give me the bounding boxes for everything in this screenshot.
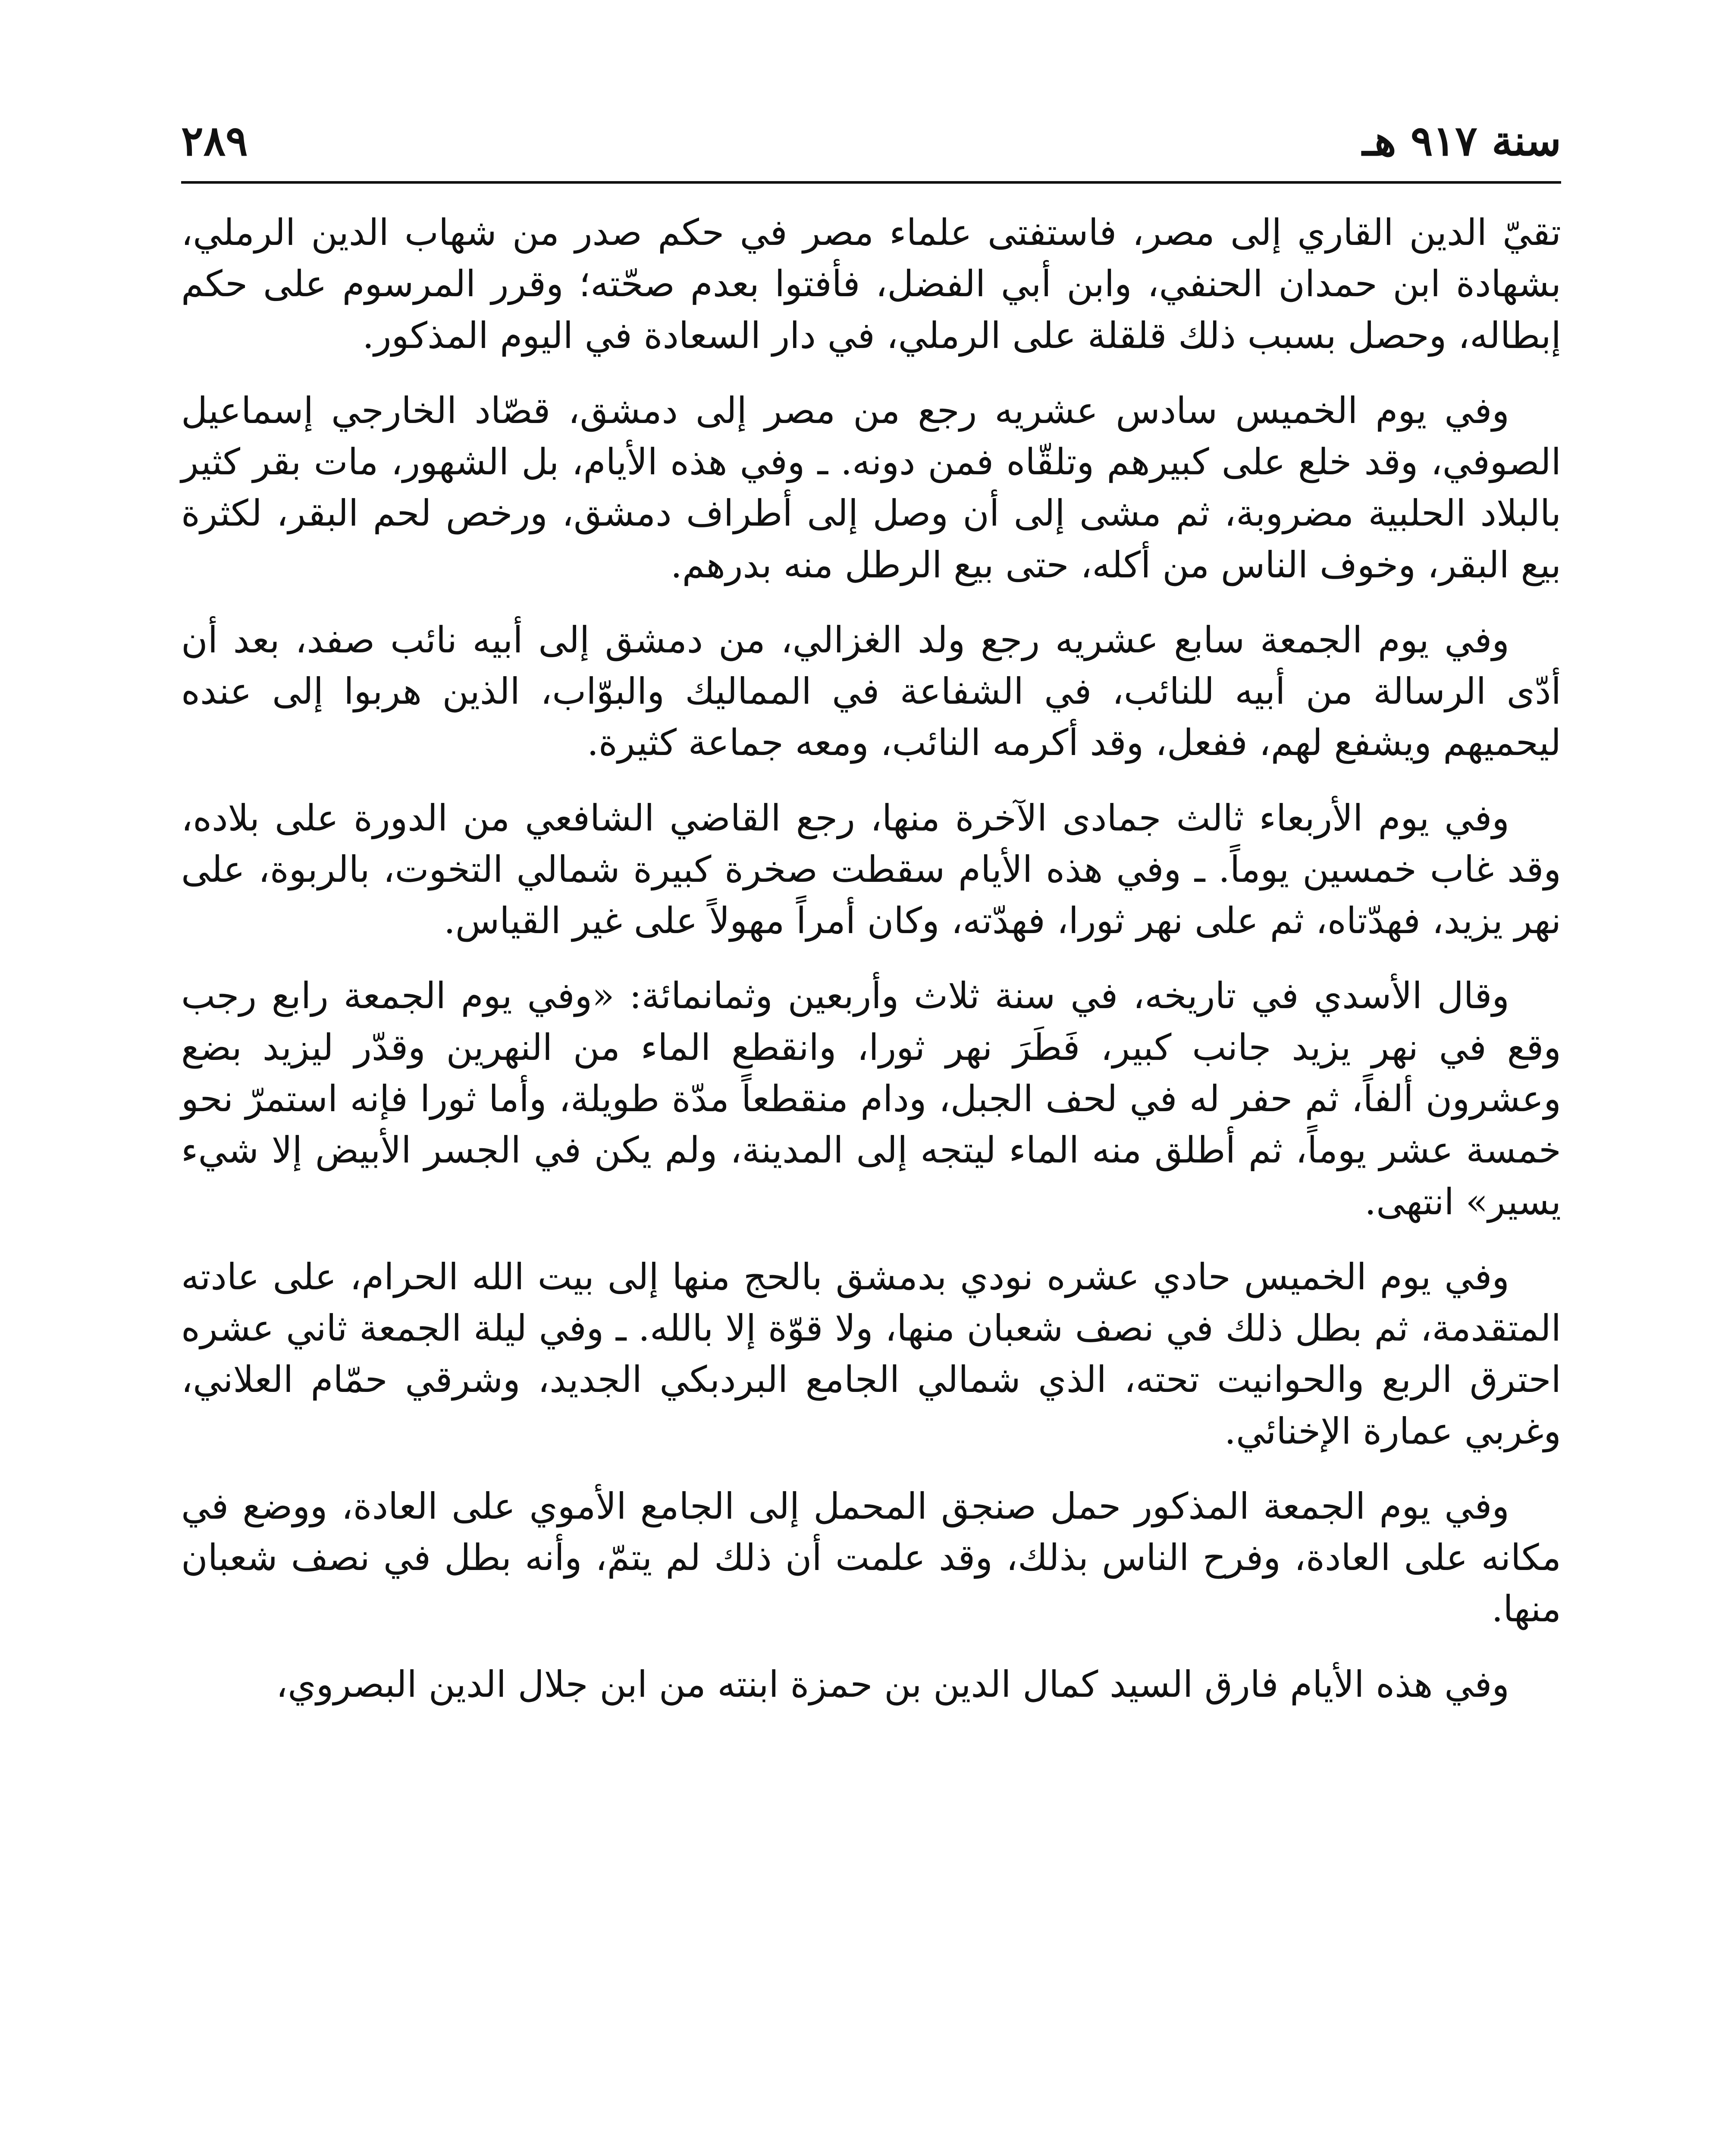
header-year: سنة ٩١٧ هـ: [1362, 116, 1561, 165]
paragraph: وفي يوم الخميس حادي عشره نودي بدمشق بالحج منها إلى بيت الله الحرام، على عادته المتقدمة، ثم بطل ذلك في نصف شعبان منها، ولا قوّة إلا بالله. ـ وفي ليلة الجمعة ثاني عشره احترق الربع والحوانيت تحته، الذي شمالي الجامع البردبكي الجديد، وشرقي حمّام العلاني، وغربي عمارة الإخنائي.: [181, 1255, 1561, 1452]
page-number: ٢٨٩: [181, 116, 248, 165]
page-header: [181, 108, 1561, 172]
paragraph: تقيّ الدين القاري إلى مصر، فاستفتى علماء مصر في حكم صدر من شهاب الدين الرملي، بشهادة ابن حمدان الحنفي، وابن أبي الفضل، فأفتوا بعدم صحّته؛ وقرر المرسوم على حكم إبطاله، وحصل بسبب ذلك قلقلة على الرملي، في دار السعادة في اليوم المذكور.: [181, 211, 1561, 357]
paragraph: وفي يوم الخميس سادس عشريه رجع من مصر إلى دمشق، قصّاد الخارجي إسماعيل الصوفي، وقد خلع على كبيرهم وتلقّاه فمن دونه. ـ وفي هذه الأيام، بل الشهور، مات بقر كثير بالبلاد الحلبية مضروبة، ثم مشى إلى أن وصل إلى أطراف دمشق، ورخص لحم البقر، لكثرة بيع البقر، وخوف الناس من أكله، حتى بيع الرطل منه بدرهم.: [181, 389, 1561, 586]
header-rule: [181, 181, 1561, 184]
page-body: [181, 207, 1561, 1734]
paragraph: وقال الأسدي في تاريخه، في سنة ثلاث وأربعين وثمانمائة: «وفي يوم الجمعة رابع رجب وقع في نهر يزيد جانب كبير، فَطَرَ نهر ثورا، وانقطع الماء من النهرين وقدّر ليزيد بضع وعشرون ألفاً، ثم حفر له في لحف الجبل، ودام منقطعاً مدّة طويلة، وأما ثورا فإنه استمرّ نحو خمسة عشر يوماً، ثم أطلق منه الماء ليتجه إلى المدينة، ولم يكن في الجسر الأبيض إلا شيء يسير» انتهى.: [181, 975, 1561, 1223]
paragraph: وفي يوم الجمعة سابع عشريه رجع ولد الغزالي، من دمشق إلى أبيه نائب صفد، بعد أن أدّى الرسالة من أبيه للنائب، في الشفاعة في المماليك والبوّاب، الذين هربوا إلى عنده ليحميهم ويشفع لهم، ففعل، وقد أكرمه النائب، ومعه جماعة كثيرة.: [181, 618, 1561, 764]
paragraph: وفي يوم الجمعة المذكور حمل صنجق المحمل إلى الجامع الأموي على العادة، ووضع في مكانه على العادة، وفرح الناس بذلك، وقد علمت أن ذلك لم يتمّ، وأنه بطل في نصف شعبان منها.: [181, 1485, 1561, 1630]
paragraph: وفي هذه الأيام فارق السيد كمال الدين بن حمزة ابنته من ابن جلال الدين البصروي،: [276, 1663, 1509, 1705]
paragraph: وفي يوم الأربعاء ثالث جمادى الآخرة منها، رجع القاضي الشافعي من الدورة على بلاده، وقد غاب خمسين يوماً. ـ وفي هذه الأيام سقطت صخرة كبيرة شمالي التخوت، بالربوة، على نهر يزيد، فهدّتاه، ثم على نهر ثورا، فهدّته، وكان أمراً مهولاً على غير القياس.: [181, 796, 1561, 942]
